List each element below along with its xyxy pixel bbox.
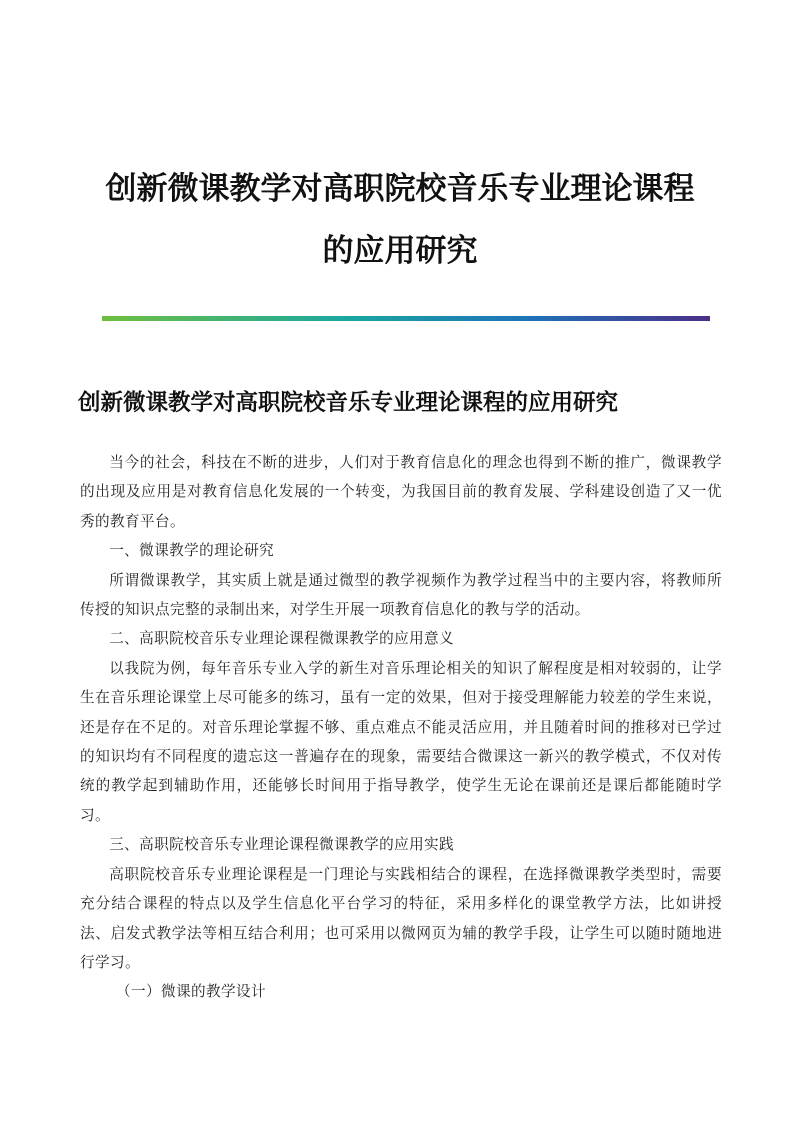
- intro-paragraph: 当今的社会，科技在不断的进步，人们对于教育信息化的理念也得到不断的推广，微课教学的出现及应用是对教育信息化发展的一个转变，为我国目前的教育发展、学科建设创造了又一优秀的教育平台。: [80, 454, 722, 530]
- section1-heading: 一、微课教学的理论研究: [109, 542, 275, 560]
- document-title-line2: 的应用研究: [322, 233, 478, 269]
- section3-paragraph: 高职院校音乐专业理论课程是一门理论与实践相结合的课程，在选择微课教学类型时，需要充分结合课程的特点以及学生信息化平台学习的特征，采用多样化的课堂教学方法，比如讲授法、启发式教学法等相互结合利用；也可采用以微网页为辅的教学手段，让学生可以随时随地进行学习。: [80, 865, 722, 971]
- section1-paragraph: 所谓微课教学，其实质上就是通过微型的教学视频作为教学过程当中的主要内容，将教师所传授的知识点完整的录制出来，对学生开展一项教育信息化的教与学的活动。: [80, 571, 722, 619]
- section3-heading: 三、高职院校音乐专业理论课程微课教学的应用实践: [109, 836, 455, 854]
- section-title: 创新微课教学对高职院校音乐专业理论课程的应用研究: [78, 390, 619, 416]
- subsection1-heading: （一）微课的教学设计: [116, 983, 266, 1001]
- document-body: [80, 448, 722, 1007]
- title-divider: [102, 316, 710, 321]
- section2-heading: 二、高职院校音乐专业理论课程微课教学的应用意义: [109, 630, 455, 648]
- document-title-line1: 创新微课教学对高职院校音乐专业理论课程: [105, 171, 695, 207]
- section2-paragraph: 以我院为例，每年音乐专业入学的新生对音乐理论相关的知识了解程度是相对较弱的，让学生在音乐理论课堂上尽可能多的练习，虽有一定的效果，但对于接受理解能力较差的学生来说，还是存在不足的。对音乐理论掌握不够、重点难点不能灵活应用，并且随着时间的推移对已学过的知识均有不同程度的遗忘这一普遍存在的现象，需要结合微课这一新兴的教学模式，不仅对传统的教学起到辅助作用，还能够长时间用于指导教学，使学生无论在课前还是课后都能随时学习。: [80, 659, 722, 824]
- document-title: [80, 158, 720, 282]
